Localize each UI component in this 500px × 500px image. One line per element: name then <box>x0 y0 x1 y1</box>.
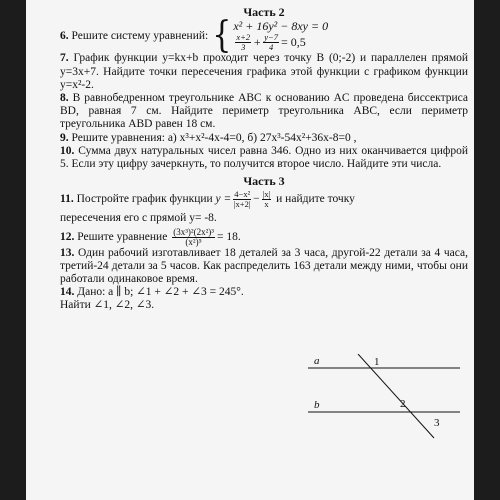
q11-frac2-den: x <box>264 199 269 210</box>
q6-eq1: x² + 16y² − 8xy = 0 <box>233 19 329 34</box>
q6-frac2-den: 4 <box>268 42 274 53</box>
q12-frac-num: (3x³)²(2x²)³ <box>173 226 214 237</box>
q8 <box>60 92 468 132</box>
worksheet-page <box>26 0 474 500</box>
q6 <box>60 14 468 57</box>
q12-rhs: = 18. <box>216 230 241 243</box>
system-brace: { <box>212 14 232 57</box>
q11-frac2-num: |x| <box>262 189 271 200</box>
q6-text: Решите систему уравнений: <box>71 29 209 42</box>
q11-line2: пересечения его с прямой y= -8. <box>60 212 217 225</box>
q6-frac2-num: y−7 <box>264 32 278 43</box>
q6-system <box>212 14 329 57</box>
q12-number: 12. <box>60 230 75 243</box>
worksheet-content <box>60 6 468 313</box>
q10-number: 10. <box>60 144 75 157</box>
q11-text-a: Постройте график функции <box>76 193 213 206</box>
q6-rhs: = 0,5 <box>280 35 306 50</box>
transversal-line <box>358 354 434 438</box>
q11-number: 11. <box>60 193 74 206</box>
q14-line2: Найти ∠1, ∠2, ∠3. <box>60 299 155 312</box>
part2-title: Часть 2 <box>243 5 285 19</box>
q11-frac1-num: 4−x² <box>234 189 251 200</box>
q7 <box>60 52 468 92</box>
q13-number: 13. <box>60 246 75 259</box>
angle-1-label: 1 <box>374 356 380 368</box>
q12 <box>60 228 468 247</box>
q12-frac-den: (x²)⁵ <box>185 236 202 247</box>
q6-frac1-num: x+2 <box>236 32 251 43</box>
q14-number: 14. <box>60 286 75 299</box>
q10 <box>60 145 468 171</box>
angle-2-label: 2 <box>400 398 406 410</box>
q11 <box>60 190 468 209</box>
q6-plus: + <box>253 35 262 50</box>
line-b-label: b <box>314 399 320 411</box>
part3-title: Часть 3 <box>243 174 285 189</box>
q6-number: 6. <box>60 29 69 42</box>
q10-text: Сумма двух натуральных чисел равна 346. Одно из них оканчивается цифрой 5. Если эту цифру зачеркнуть, то получится второе число. Найдите эти числа. <box>60 144 468 171</box>
q6-frac1-den: 3 <box>241 42 246 53</box>
q14-given: Дано: a ∥ b; ∠1 + ∠2 + ∠3 = 245°. <box>77 286 244 299</box>
q7-number: 7. <box>60 52 69 65</box>
q9-text: Решите уравнения: а) x³+x²-4x-4=0, б) 27x³-54x²+36x-8=0 , <box>71 131 357 144</box>
q8-number: 8. <box>60 92 69 105</box>
q12-text: Решите уравнение <box>77 230 168 243</box>
q7-text: График функции y=kx+b проходит через точку B (0;-2) и параллелен прямой y=3x+7. Найдите точки пересечения графика этой функции с графиком функции y=x²-2. <box>60 52 469 91</box>
q11-text-b: и найдите точку <box>276 193 355 206</box>
q13 <box>60 247 468 287</box>
line-a-label: a <box>314 355 320 367</box>
parallel-lines-diagram <box>308 354 468 449</box>
q9-number: 9. <box>60 131 69 144</box>
q11-y-eq: y = <box>215 193 232 206</box>
q14-line1 <box>60 286 468 299</box>
q11-minus: − <box>253 193 260 206</box>
q11-frac1-den: |x+2| <box>233 199 251 210</box>
angle-3-label: 3 <box>434 417 440 429</box>
q9 <box>60 132 468 145</box>
q6-eq2 <box>233 33 328 52</box>
q13-text: Один рабочий изготавливает 18 деталей за 3 часа, другой-22 детали за 4 часа, третий-24 детали за 5 часов. Как распределить 163 детали между ними, чтобы они работали одинаковое время. <box>60 246 469 286</box>
q8-text: В равнобедренном треугольнике ABC к основанию AC проведена биссектриса BD, равная 7 см. Найдите периметр треугольника ABC, если периметр треугольника ABD равен 18 см. <box>60 92 469 131</box>
